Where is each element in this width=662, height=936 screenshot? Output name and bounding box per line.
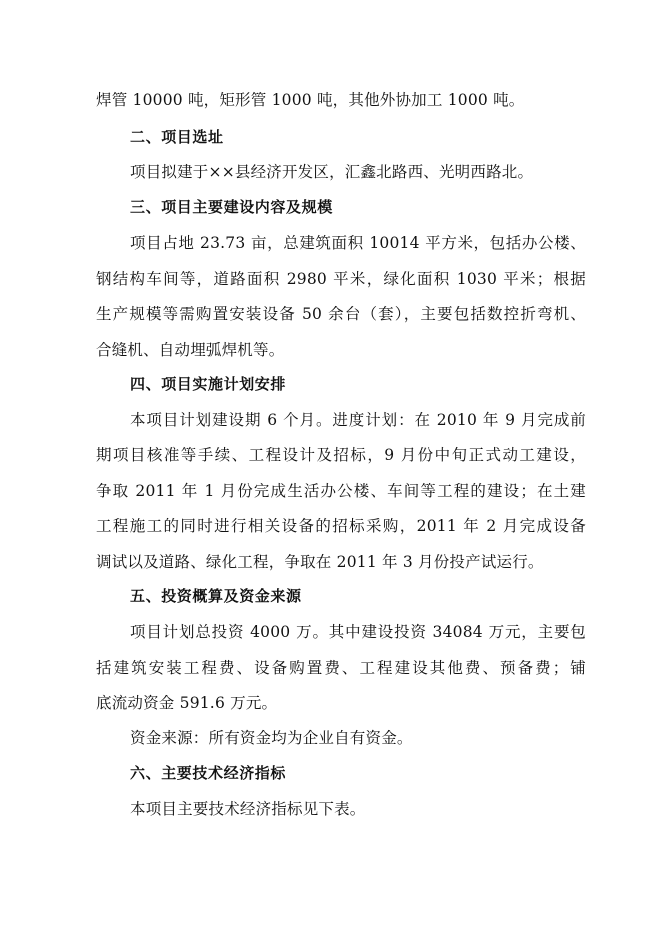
section-heading-construction: 三、项目主要建设内容及规模 — [130, 198, 333, 216]
body-line-site: 项目拟建于××县经济开发区，汇鑫北路西、光明西路北。 — [130, 163, 534, 181]
body-line-construction-4: 合缝机、自动埋弧焊机等。 — [96, 341, 285, 359]
body-line-schedule-1: 本项目计划建设期 6 个月。进度计划：在 2010 年 9 月完成前 — [130, 411, 586, 429]
body-line-investment-1: 项目计划总投资 4000 万。其中建设投资 34084 万元，主要包 — [130, 623, 586, 641]
body-line-construction-1: 项目占地 23.73 亩，总建筑面积 10014 平方米，包括办公楼、 — [130, 234, 586, 252]
body-line-schedule-2: 期项目核准等手续、工程设计及招标，9 月份中旬正式动工建设， — [96, 446, 586, 464]
section-heading-indicators: 六、主要技术经济指标 — [130, 764, 287, 782]
body-line-scale-continuation: 焊管 10000 吨，矩形管 1000 吨，其他外协加工 1000 吨。 — [96, 91, 525, 109]
body-line-construction-3: 生产规模等需购置安装设备 50 余台（套），主要包括数控折弯机、 — [96, 305, 586, 323]
body-line-schedule-4: 工程施工的同时进行相关设备的招标采购，2011 年 2 月完成设备 — [96, 517, 586, 535]
body-line-investment-3: 底流动资金 591.6 万元。 — [96, 694, 278, 712]
section-heading-site: 二、项目选址 — [130, 128, 224, 146]
section-heading-investment: 五、投资概算及资金来源 — [130, 587, 302, 605]
body-line-construction-2: 钢结构车间等，道路面积 2980 平米，绿化面积 1030 平米；根据 — [96, 270, 586, 288]
body-line-schedule-3: 争取 2011 年 1 月份完成生活办公楼、车间等工程的建设；在土建 — [96, 482, 586, 500]
body-line-schedule-5: 调试以及道路、绿化工程，争取在 2011 年 3 月份投产试运行。 — [96, 553, 544, 571]
body-line-investment-2: 括建筑安装工程费、设备购置费、工程建设其他费、预备费；铺 — [96, 659, 586, 677]
section-heading-schedule: 四、项目实施计划安排 — [130, 375, 287, 393]
body-line-indicators: 本项目主要技术经济指标见下表。 — [130, 800, 366, 818]
body-line-funding-source: 资金来源：所有资金均为企业自有资金。 — [130, 729, 413, 747]
